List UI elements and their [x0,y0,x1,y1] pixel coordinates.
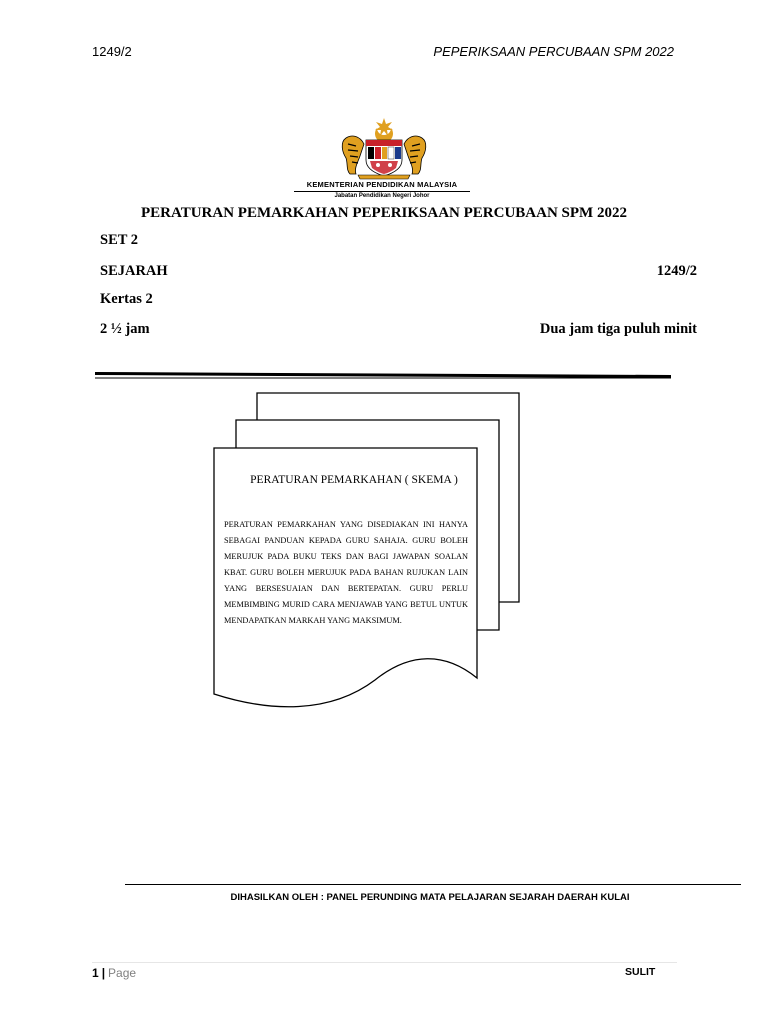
paper-label: Kertas 2 [100,291,153,307]
classification-label: SULIT [625,966,656,978]
header-exam: PEPERIKSAAN PERCUBAAN SPM 2022 [433,44,674,59]
skema-body: PERATURAN PEMARKAHAN YANG DISEDIAKAN INI HANYA SEBAGAI PANDUAN KEPADA GURU SAHAJA. GURU BOLEH MERUJUK PADA BUKU TEKS DAN BAGI JAWAPAN SOALAN KBAT. GURU BOLEH MERUJUK PADA BAHAN RUJUKAN LAIN YANG BERSESUAIAN DAN BERTEPATAN. GURU PERLU MEMBIMBING MURID CARA MENJAWAB YANG BETUL UNTUK MENDAPATKAN MARKAH YANG MAKSIMUM. [224,520,468,625]
duration-row [100,321,697,338]
paper-row [100,291,697,308]
set-label: SET 2 [100,232,139,248]
subject-name: SEJARAH [100,263,168,279]
duration-words: Dua jam tiga puluh minit [539,321,697,337]
subject-code: 1249/2 [656,263,697,279]
ministry-department: Jabatan Pendidikan Negeri Johor [334,193,430,199]
page-word: Page [108,966,137,980]
document-title: PERATURAN PEMARKAHAN PEPERIKSAAN PERCUBAAN SPM 2022 [141,205,627,221]
page-footer-divider [92,962,677,963]
ministry-block [294,180,470,199]
page-separator: | [101,966,106,980]
subject-row [100,263,697,280]
page-number-block [92,966,136,980]
footer-divider [125,884,741,885]
page-number: 1 [92,966,99,980]
header-code: 1249/2 [92,44,132,59]
ministry-name: KEMENTERIAN PENDIDIKAN MALAYSIA [294,180,470,192]
set-row [100,232,697,249]
duration-short: 2 ½ jam [100,321,150,337]
title-divider [95,372,671,380]
jata-negara-crest-icon [336,118,432,180]
produced-by: DIHASILKAN OLEH : PANEL PERUNDING MATA PELAJARAN SEJARAH DAERAH KULAI [230,892,630,903]
skema-title: PERATURAN PEMARKAHAN ( SKEMA ) [250,474,458,486]
